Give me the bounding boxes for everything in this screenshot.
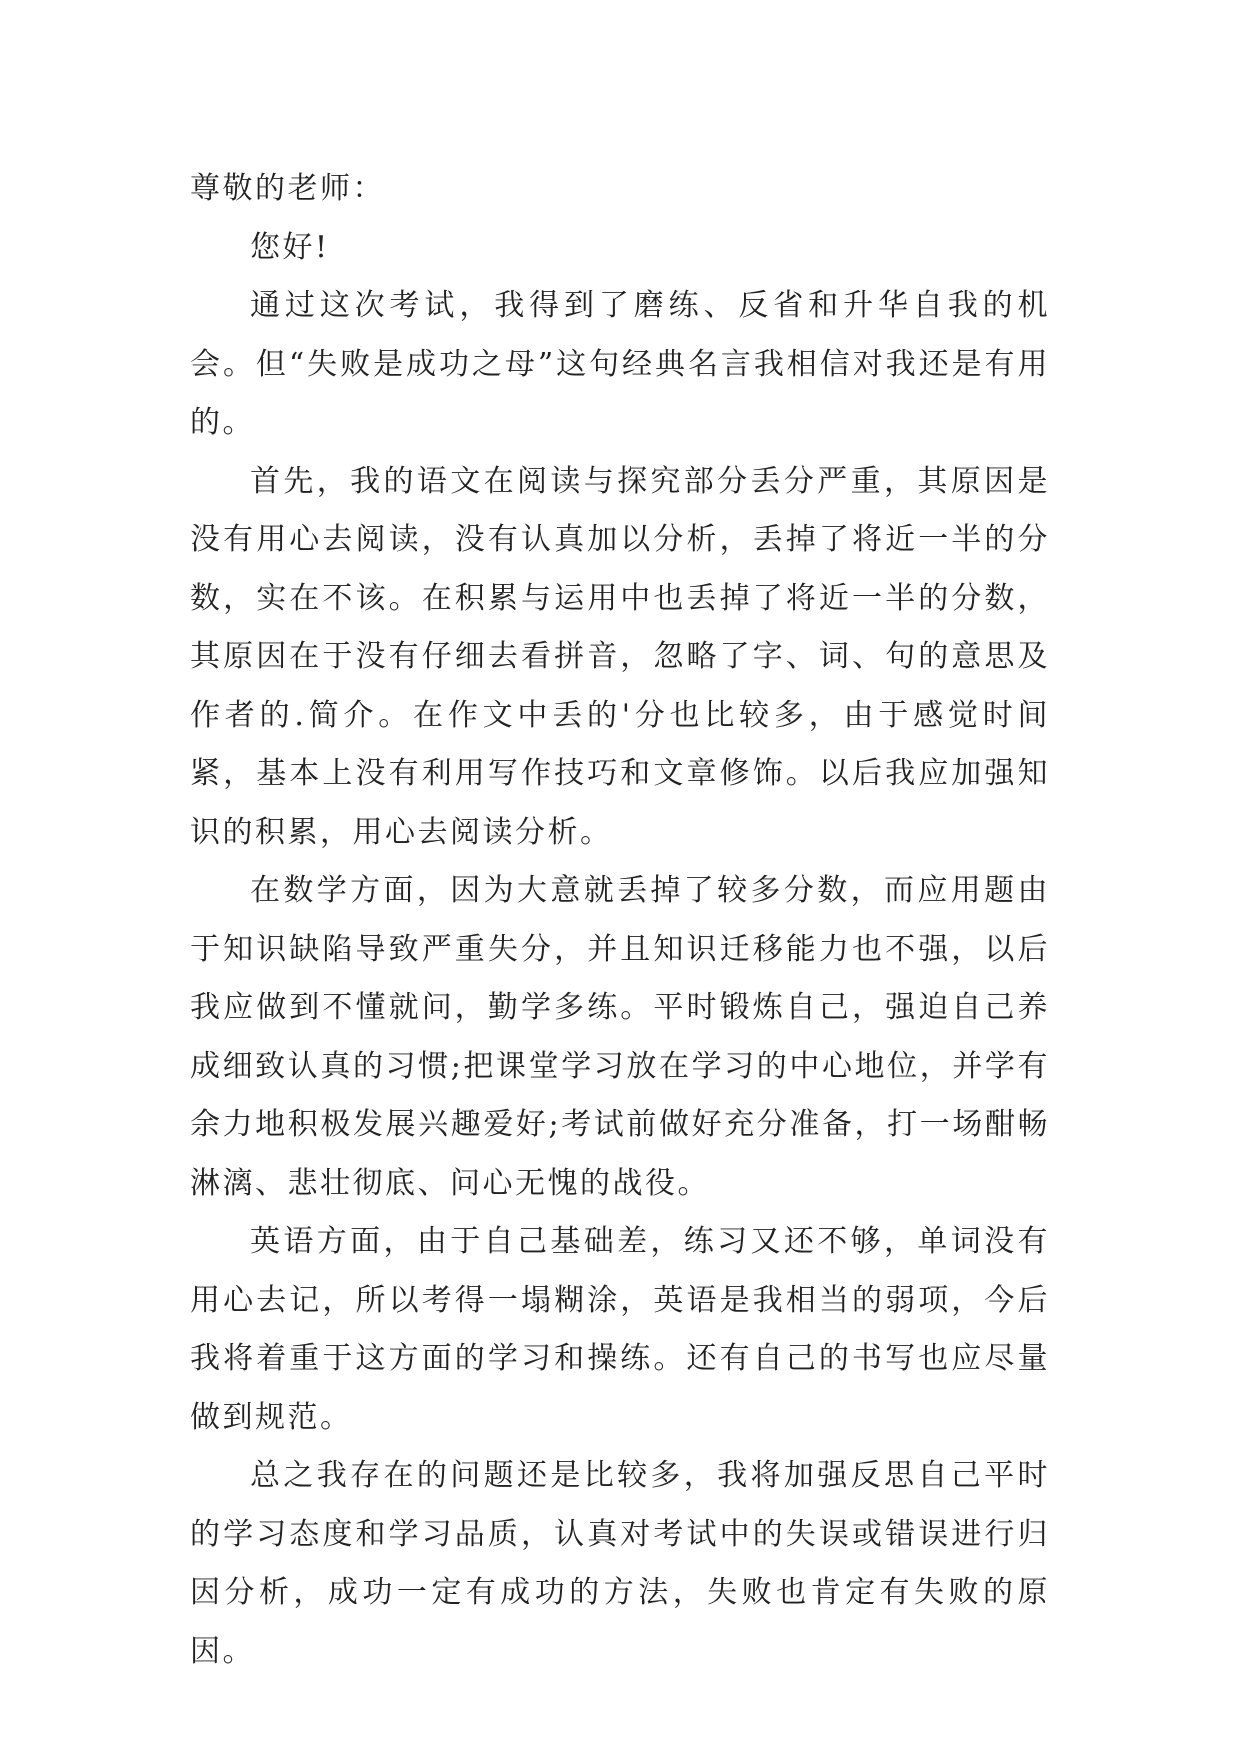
salutation: 尊敬的老师：: [190, 171, 385, 206]
paragraph-math: 在数学方面，因为大意就丢掉了较多分数，而应用题由于知识缺陷导致严重失分，并且知识迁移能力也不强，以后我应做到不懂就问，勤学多练。平时锻炼自己，强迫自己养成细致认真的习惯;把课堂学习放在学习的中心地位，并学有余力地积极发展兴趣爱好;考试前做好充分准备，打一场酣畅淋漓、悲壮彻底、问心无愧的战役。: [190, 873, 1050, 1201]
paragraph-summary: 总之我存在的问题还是比较多，我将加强反思自己平时的学习态度和学习品质，认真对考试中的失误或错误进行归因分析，成功一定有成功的方法，失败也肯定有失败的原因。: [190, 1458, 1050, 1669]
greeting: 您好!: [250, 229, 330, 265]
paragraph-chinese: 首先，我的语文在阅读与探究部分丢分严重，其原因是没有用心去阅读，没有认真加以分析，丢掉了将近一半的分数，实在不该。在积累与运用中也丢掉了将近一半的分数，其原因在于没有仔细去看拼音，忽略了字、词、句的意思及作者的.简介。在作文中丢的'分也比较多，由于感觉时间紧，基本上没有利用写作技巧和文章修饰。以后我应加强知识的积累，用心去阅读分析。: [190, 463, 1050, 850]
letter-body: [190, 160, 1050, 1681]
paragraph-intro: 通过这次考试，我得到了磨练、反省和升华自我的机会。但“失败是成功之母”这句经典名言我相信对我还是有用的。: [190, 288, 1050, 440]
paragraph-english: 英语方面，由于自己基础差，练习又还不够，单词没有用心去记，所以考得一塌糊涂，英语是我相当的弱项，今后我将着重于这方面的学习和操练。还有自己的书写也应尽量做到规范。: [190, 1224, 1050, 1435]
